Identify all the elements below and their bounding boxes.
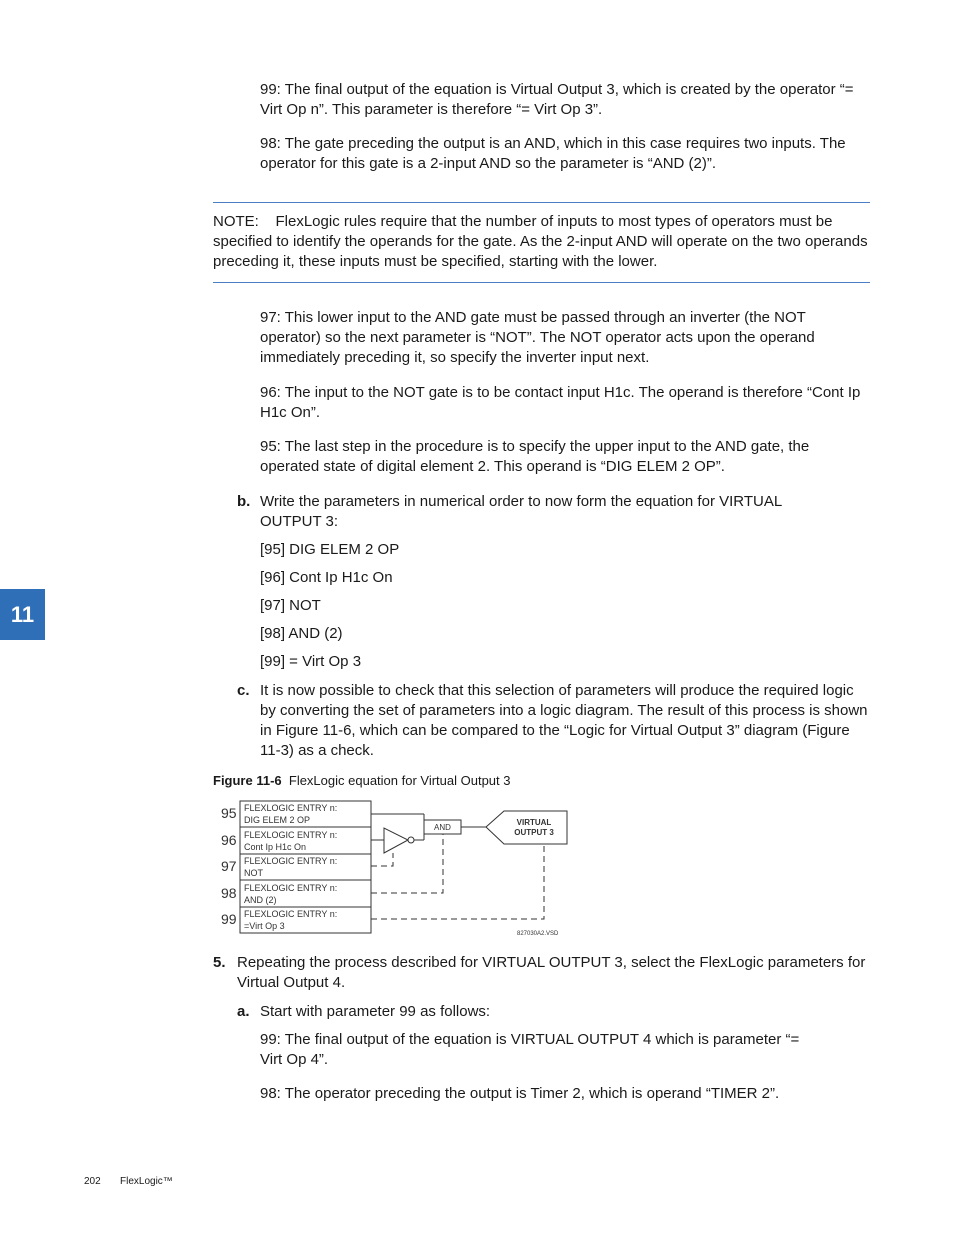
note-bottom-rule (213, 282, 870, 283)
entry-num-99: 99 (221, 911, 237, 927)
para-96: 96: The input to the NOT gate is to be contact input H1c. The operand is therefore “Cont Ip H1c On”. (260, 384, 861, 421)
step-5-label: 5. (213, 954, 226, 971)
entry-97-line1: FLEXLOGIC ENTRY n: (244, 856, 338, 866)
entry-96-line2: Cont Ip H1c On (244, 842, 307, 852)
entry-box-98 (240, 880, 371, 907)
entry-box-96 (240, 827, 371, 854)
param-95: [95] DIG ELEM 2 OP (260, 541, 400, 558)
dash-97-to-not (371, 853, 393, 866)
entry-num-95: 95 (221, 805, 237, 821)
not-bubble (408, 837, 414, 843)
entry-99-line2: =Virt Op 3 (244, 921, 285, 931)
step-c-text: It is now possible to check that this selection of parameters will produce the required logic by converting the set of parameters into a logic diagram. The result of this process is shown in Figure 11-6, which can be compared to the “Logic for Virtual Output 3” diagram (Figure 11-3) as a check. (260, 682, 868, 759)
figure-file-id: 827030A2.VSD (517, 931, 559, 937)
output-label-line1: VIRTUAL (516, 818, 552, 827)
not-gate (384, 828, 408, 853)
entry-box-95 (240, 801, 371, 827)
step-b-label: b. (237, 493, 251, 510)
para-99-v4: 99: The final output of the equation is VIRTUAL OUTPUT 4 which is parameter “= Virt Op 4”. (260, 1031, 800, 1068)
param-97: [97] NOT (260, 597, 321, 614)
entry-99-line1: FLEXLOGIC ENTRY n: (244, 909, 338, 919)
note-top-rule (213, 202, 870, 203)
and-gate-box (424, 820, 461, 834)
param-99: [99] = Virt Op 3 (260, 653, 362, 670)
footer-page-number: 202 (84, 1176, 101, 1187)
figure-caption (213, 772, 511, 790)
para-97: 97: This lower input to the AND gate must be passed through an inverter (the NOT operator) so the next parameter is “NOT”. The NOT operator acts upon the operand immediately preceding it, so specify the inverter input next. (260, 309, 815, 366)
figure-number: Figure 11-6 (213, 773, 282, 788)
entry-95-line1: FLEXLOGIC ENTRY n: (244, 803, 338, 813)
entry-96-line1: FLEXLOGIC ENTRY n: (244, 830, 338, 840)
param-96: [96] Cont Ip H1c On (260, 569, 393, 586)
step-5-text: Repeating the process described for VIRTUAL OUTPUT 3, select the FlexLogic parameters for Virtual Output 4. (237, 954, 866, 991)
dash-98-to-and (371, 834, 443, 893)
entry-num-96: 96 (221, 832, 237, 848)
para-95: 95: The last step in the procedure is to specify the upper input to the AND gate, the operated state of digital element 2. This operand is “DIG ELEM 2 OP”. (260, 438, 810, 475)
entry-num-97: 97 (221, 858, 237, 874)
step-5a-label: a. (237, 1003, 250, 1020)
entry-box-99 (240, 907, 371, 933)
entry-98-line2: AND (2) (244, 895, 277, 905)
virtual-output-block (486, 811, 567, 844)
figure-title: FlexLogic equation for Virtual Output 3 (288, 773, 511, 788)
entry-97-line2: NOT (244, 868, 263, 878)
param-98: [98] AND (2) (260, 625, 343, 642)
para-98-v4: 98: The operator preceding the output is Timer 2, which is operand “TIMER 2”. (260, 1085, 780, 1102)
footer-title: FlexLogic™ (120, 1176, 173, 1187)
step-c-label: c. (237, 682, 250, 699)
para-98: 98: The gate preceding the output is an AND, which in this case requires two inputs. The operator for this gate is a 2-input AND so the parameter is “AND (2)”. (260, 135, 846, 172)
dash-99-to-output (371, 844, 544, 919)
and-gate-label: AND (434, 823, 451, 832)
step-b-text: Write the parameters in numerical order to now form the equation for VIRTUAL OUTPUT 3: (260, 493, 782, 530)
chapter-tab: 11 (0, 589, 45, 640)
entry-95-line2: DIG ELEM 2 OP (244, 815, 311, 825)
entry-98-line1: FLEXLOGIC ENTRY n: (244, 883, 338, 893)
note-text: NOTE: FlexLogic rules require that the number of inputs to most types of operators must be specified to identify the operands for the gate. As the 2-input AND will operate on the two operands preceding it, these inputs must be specified, starting with the lower. (213, 213, 872, 270)
entry-num-98: 98 (221, 885, 237, 901)
output-label-line2: OUTPUT 3 (514, 828, 554, 837)
step-5a-text: Start with parameter 99 as follows: (260, 1003, 491, 1020)
entry-box-97 (240, 854, 371, 880)
para-99: 99: The final output of the equation is Virtual Output 3, which is created by the operator “= Virt Op n”. This parameter is therefore “= Virt Op 3”. (260, 81, 854, 118)
